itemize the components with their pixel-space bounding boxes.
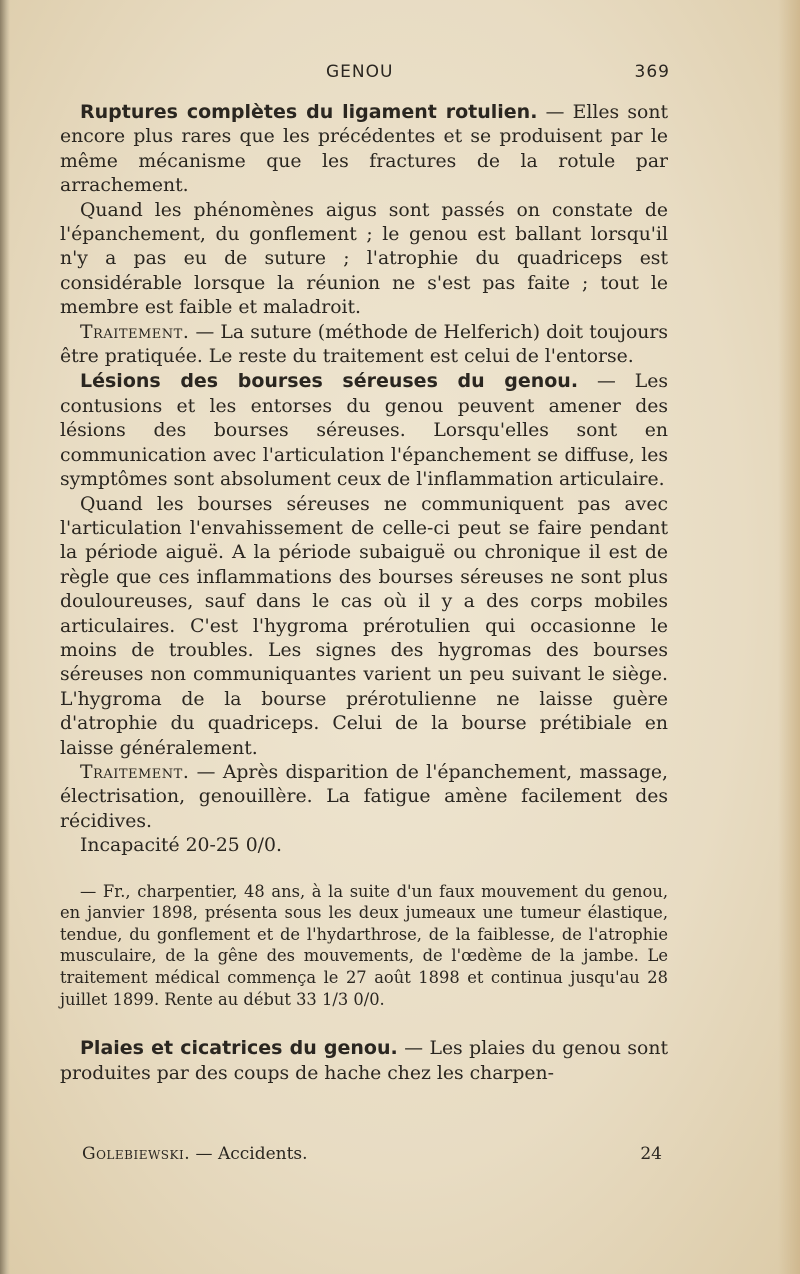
page-number: 369 <box>634 62 670 82</box>
case-report-text: — Fr., charpentier, 48 ans, à la suite d'un faux mouvement du genou, en janvier 1898, présenta sous les deux jumeaux une tumeur élastique, tendue, du gonflement et de l'hydarthrose, de la faiblesse, de l'atrophie musculaire, de la gêne des mouvements, de l'œdème de la jambe. Le traitement médical commença le 27 août 1898 et continua jusqu'au 28 juillet 1899. Rente au début 33 1/3 0/0. <box>60 881 668 1009</box>
paragraph-lesions <box>60 369 668 492</box>
page-edge-stain <box>778 0 800 1274</box>
section-heading-ruptures: Ruptures complètes du ligament rotulien. <box>80 101 538 123</box>
section-heading-lesions: Lésions des bourses séreuses du genou. <box>80 370 579 393</box>
traitement-label: Traitement. <box>80 761 190 783</box>
paragraph-text: — Les contusions et les entorses du genou peuvent amener des lésions des bourses séreuses. Lorsqu'elles sont en communication avec l'articulation l'épanchement se diffuse, les symptômes sont absolument ceux de l'inflammation articulaire. <box>60 371 668 491</box>
author-name: Golebiewski. <box>82 1144 191 1164</box>
paragraph-text: — Elles sont encore plus rares que les précédentes et se produisent par le même mécanisme que les fractures de la rotule par arrachement. <box>60 102 668 197</box>
paragraph-text: — Les plaies du genou sont produites par des coups de hache chez les charpen- <box>60 1038 668 1084</box>
paragraph-plaies <box>60 1036 668 1086</box>
footer-author <box>82 1144 308 1164</box>
running-header <box>60 62 670 88</box>
paragraph-text: — La suture (méthode de Helferich) doit toujours être pratiquée. Le reste du traitement est celui de l'entorse. <box>60 321 668 368</box>
signature-footer <box>82 1144 662 1168</box>
signature-mark: 24 <box>640 1144 662 1164</box>
paragraph-ruptures <box>60 100 668 199</box>
body-text <box>60 100 668 1086</box>
paragraph-text: Quand les bourses séreuses ne communiquent pas avec l'articulation l'envahissement de celle-ci peut se faire pendant la période aiguë. A la période subaiguë ou chronique il est de règle que ces inflammations des bourses séreuses ne sont plus douloureuses, sauf dans le cas où il y a des corps mobiles articulaires. C'est l'hygroma prérotulien qui occasionne le moins de troubles. Les signes des hygromas des bourses séreuses non communiquantes varient un peu suivant le siège. L'hygroma de la bourse prérotulienne ne laisse guère d'atrophie du quadriceps. Celui de la bourse prétibiale en laisse généralement. <box>60 493 668 759</box>
page-spine-shadow <box>0 0 10 1274</box>
running-title: GENOU <box>326 62 394 82</box>
paragraph-text: Quand les phénomènes aigus sont passés on constate de l'épanchement, du gonflement ; le genou est ballant lorsqu'il n'y a pas eu de suture ; l'atrophie du quadriceps est considérable lorsque la réunion ne s'est pas faite ; tout le membre est faible et maladroit. <box>60 199 668 319</box>
paragraph-traitement-suture <box>60 321 668 370</box>
book-title: — Accidents. <box>190 1144 308 1164</box>
paragraph-bourses <box>60 493 668 761</box>
paragraph-phenomenes <box>60 199 668 321</box>
paragraph-text: Incapacité 20-25 0/0. <box>80 835 282 857</box>
section-heading-plaies: Plaies et cicatrices du genou. <box>80 1037 398 1060</box>
traitement-label: Traitement. <box>80 321 190 343</box>
paragraph-text: — Après disparition de l'épanchement, massage, électrisation, genouillère. La fatigue amène facilement des récidives. <box>60 761 668 832</box>
paragraph-incapacite <box>60 834 668 858</box>
case-report <box>60 881 668 1011</box>
paragraph-traitement-massage <box>60 761 668 834</box>
